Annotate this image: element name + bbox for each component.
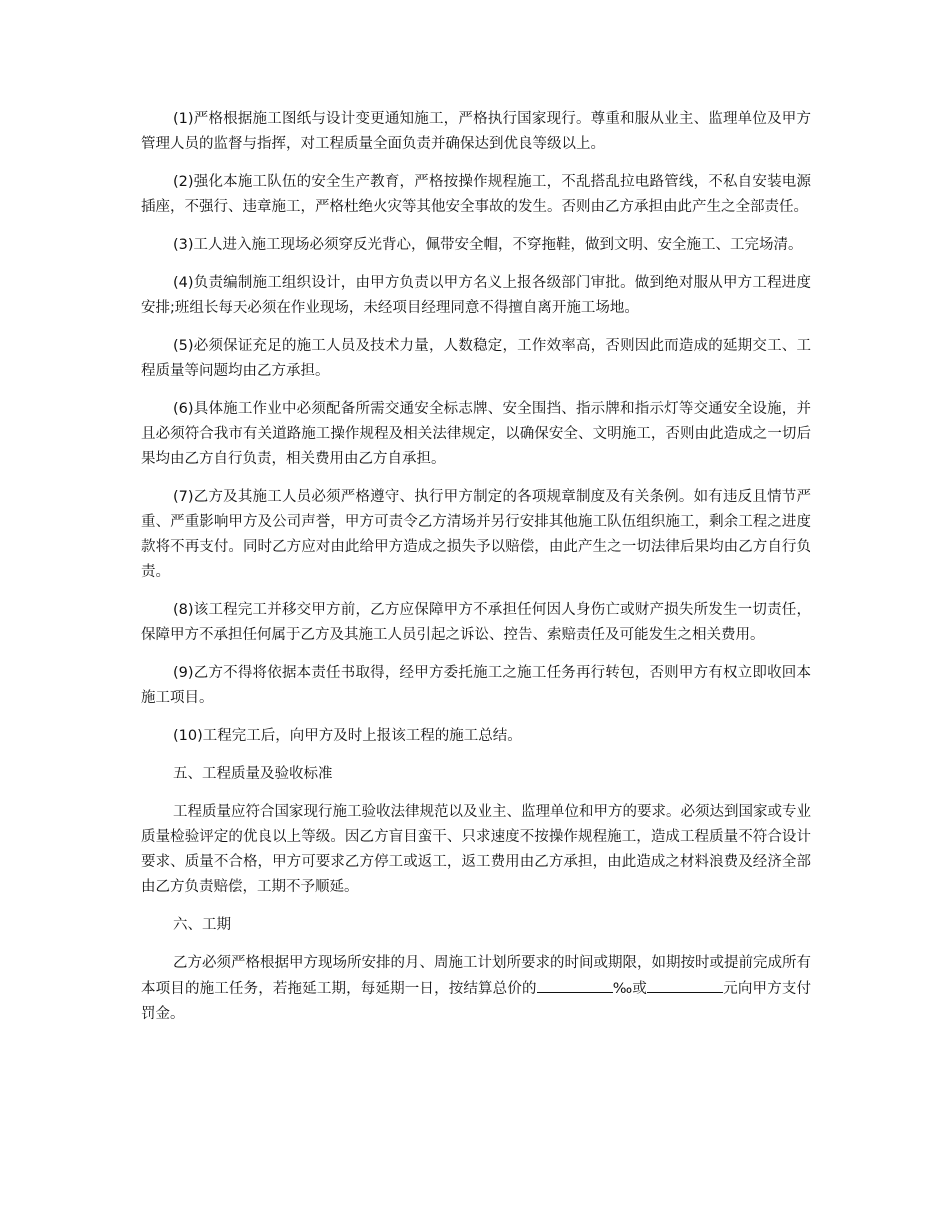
clause-8: (8)该工程完工并移交甲方前，乙方应保障甲方不承担任何因人身伤亡或财产损失所发生一切责任，保障甲方不承担任何属于乙方及其施工人员引起之诉讼、控告、索赔责任及可能发生之相关费用。 [141,602,811,643]
penalty-rate-blank [537,976,613,993]
clause-9: (9)乙方不得将依据本责任书取得，经甲方委托施工之施工任务再行转包，否则甲方有权立即收回本施工项目。 [141,665,811,706]
section-6-body [141,951,811,1027]
section-6-heading: 六、工期 [173,917,231,933]
clause-10: (10)工程完工后，向甲方及时上报该工程的施工总结。 [173,728,522,744]
clause-6: (6)具体施工作业中必须配备所需交通安全标志牌、安全围挡、指示牌和指示灯等交通安全设施，并且必须符合我市有关道路施工操作规程及相关法律规定，以确保安全、文明施工，否则由此造成之一切后果均由乙方自行负责，相关费用由乙方自承担。 [141,401,811,467]
section-6-text-a: 乙方必须严格根据甲方现场所安排的月、周施工计划所要求的时间或期限，如期按时或提前完成所有本项目的施工任务，若拖延工期，每延期一日，按结算总价的 [141,955,811,997]
section-6-text-c: 元向甲方支付罚金。 [141,981,811,1022]
section-6-text-b: ‰或 [612,981,648,997]
clause-3: (3)工人进入施工现场必须穿反光背心，佩带安全帽，不穿拖鞋，做到文明、安全施工、工完场清。 [173,237,803,253]
clause-4: (4)负责编制施工组织设计，由甲方负责以甲方名义上报各级部门审批。做到绝对服从甲方工程进度安排;班组长每天必须在作业现场，未经项目经理同意不得擅自离开施工场地。 [141,275,811,316]
clause-5: (5)必须保证充足的施工人员及技术力量，人数稳定，工作效率高，否则因此而造成的延期交工、工程质量等问题均由乙方承担。 [141,338,811,379]
penalty-amount-blank [647,976,723,993]
document-page [141,107,811,1040]
clause-1: (1)严格根据施工图纸与设计变更通知施工，严格执行国家现行。尊重和服从业主、监理单位及甲方管理人员的监督与指挥，对工程质量全面负责并确保达到优良等级以上。 [141,111,811,152]
section-5-heading: 五、工程质量及验收标准 [173,766,333,782]
clause-7: (7)乙方及其施工人员必须严格遵守、执行甲方制定的各项规章制度及有关条例。如有违反且情节严重、严重影响甲方及公司声誉，甲方可责令乙方清场并另行安排其他施工队伍组织施工，剩余工程之进度款将不再支付。同时乙方应对由此给甲方造成之损失予以赔偿，由此产生之一切法律后果均由乙方自行负责。 [141,489,811,580]
clause-2: (2)强化本施工队伍的安全生产教育，严格按操作规程施工，不乱搭乱拉电路管线，不私自安装电源插座，不强行、违章施工，严格杜绝火灾等其他安全事故的发生。否则由乙方承担由此产生之全部责任。 [141,174,811,215]
section-5-body: 工程质量应符合国家现行施工验收法律规范以及业主、监理单位和甲方的要求。必须达到国家或专业质量检验评定的优良以上等级。因乙方盲目蛮干、只求速度不按操作规程施工，造成工程质量不符合设计要求、质量不合格，甲方可要求乙方停工或返工，返工费用由乙方承担，由此造成之材料浪费及经济全部由乙方负责赔偿，工期不予顺延。 [141,804,811,895]
